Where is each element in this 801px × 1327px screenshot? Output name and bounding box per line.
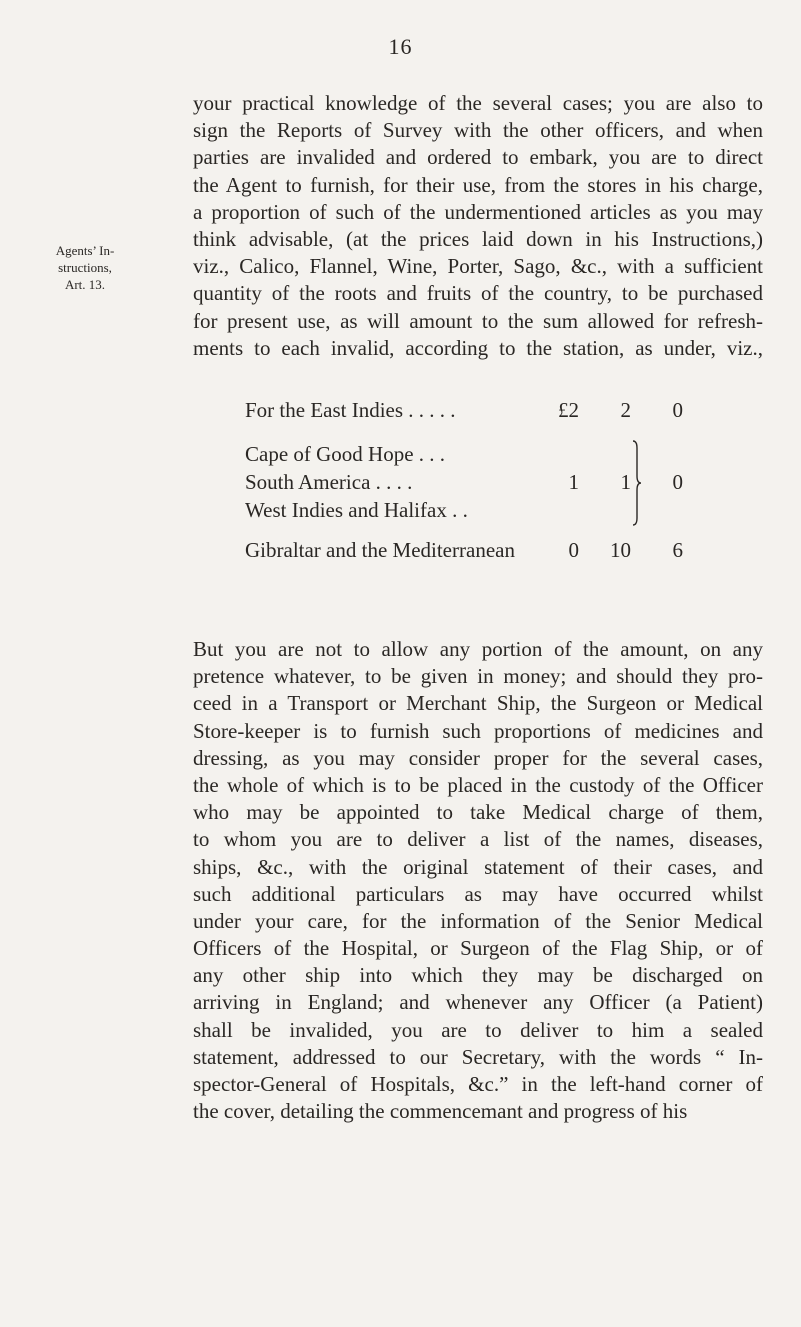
text-line: under your care, for the information of the Senior Medical — [193, 908, 763, 933]
amount-shillings: 1 — [620, 470, 631, 494]
margin-note — [30, 242, 140, 293]
text-line: your practical knowledge of the several cases; you are also to — [193, 91, 763, 115]
text-line: sign the Reports of Survey with the other officers, and when — [193, 118, 763, 143]
station-name: Cape of Good Hope . . . — [245, 442, 446, 466]
allowance-row — [245, 442, 745, 470]
amount-shillings: 10 — [610, 538, 631, 562]
text-line: pretence whatever, to be given in money; and should they pro- — [193, 664, 763, 689]
margin-note-line: Agents’ In- — [55, 243, 115, 258]
amount-pence: 0 — [672, 470, 683, 494]
text-line: ceed in a Transport or Merchant Ship, the Surgeon or Medical — [193, 691, 763, 716]
text-line: ments to each invalid, according to the station, as under, viz., — [193, 335, 763, 360]
amount-pounds: 1 — [568, 470, 579, 494]
text-line: But you are not to allow any portion of the amount, on any — [193, 637, 763, 661]
text-line: for present use, as will amount to the sum allowed for refresh- — [193, 308, 763, 333]
text-line: parties are invalided and ordered to embark, you are to direct — [193, 145, 763, 170]
text-line: ships, &c., with the original statement of their cases, and — [193, 854, 763, 879]
text-line: such additional particulars as may have occurred whilst — [193, 881, 763, 906]
text-line: shall be invalided, you are to deliver to him a sealed — [193, 1017, 763, 1042]
amount-pounds: 0 — [568, 538, 579, 562]
paragraph-instructions — [193, 90, 763, 362]
text-line: viz., Calico, Flannel, Wine, Porter, Sago, &c., with a sufficient — [193, 254, 763, 279]
amount-shillings: 2 — [620, 398, 631, 422]
station-name: Gibraltar and the Mediterranean — [245, 538, 515, 562]
text-line: the whole of which is to be placed in the custody of the Officer — [193, 772, 763, 797]
paragraph-transport-instructions — [193, 636, 763, 1125]
page-number: 16 — [388, 34, 413, 59]
station-name: For the East Indies . . . . . — [245, 398, 456, 422]
allowance-row — [245, 470, 745, 498]
text-line: Store-keeper is to furnish such proportions of medicines and — [193, 718, 763, 743]
amount-pounds: £2 — [558, 398, 579, 422]
text-line: a proportion of such of the undermentioned articles as you may — [193, 199, 763, 224]
text-line: think advisable, (at the prices laid down in his Instructions,) — [193, 226, 763, 251]
text-line: to whom you are to deliver a list of the names, diseases, — [193, 827, 763, 852]
text-line: dressing, as you may consider proper for the several cases, — [193, 745, 763, 770]
station-name: West Indies and Halifax . . — [245, 498, 468, 522]
text-line: quantity of the roots and fruits of the country, to be purchased — [193, 281, 763, 306]
allowance-row — [245, 398, 745, 426]
allowance-row — [245, 538, 745, 566]
text-line: any other ship into which they may be discharged on — [193, 963, 763, 988]
station-name: South America . . . . — [245, 470, 413, 494]
text-line: arriving in England; and whenever any Officer (a Patient) — [193, 990, 763, 1015]
text-line: spector-General of Hospitals, &c.” in the left-hand corner of — [193, 1072, 763, 1096]
amount-pence: 0 — [672, 398, 683, 422]
text-line: the cover, detailing the commencemant and progress of his — [193, 1099, 688, 1124]
text-line: statement, addressed to our Secretary, with the words “ In- — [193, 1044, 763, 1069]
text-line: the Agent to furnish, for their use, from the stores in his charge, — [193, 172, 763, 197]
curly-brace — [632, 440, 642, 526]
margin-note-line: Art. 13. — [64, 277, 106, 292]
text-line: who may be appointed to take Medical charge of them, — [193, 800, 763, 825]
margin-note-line: structions, — [58, 260, 112, 275]
allowance-row — [245, 498, 745, 526]
text-line: Officers of the Hospital, or Surgeon of the Flag Ship, or of — [193, 936, 763, 961]
amount-pence: 6 — [672, 538, 683, 562]
